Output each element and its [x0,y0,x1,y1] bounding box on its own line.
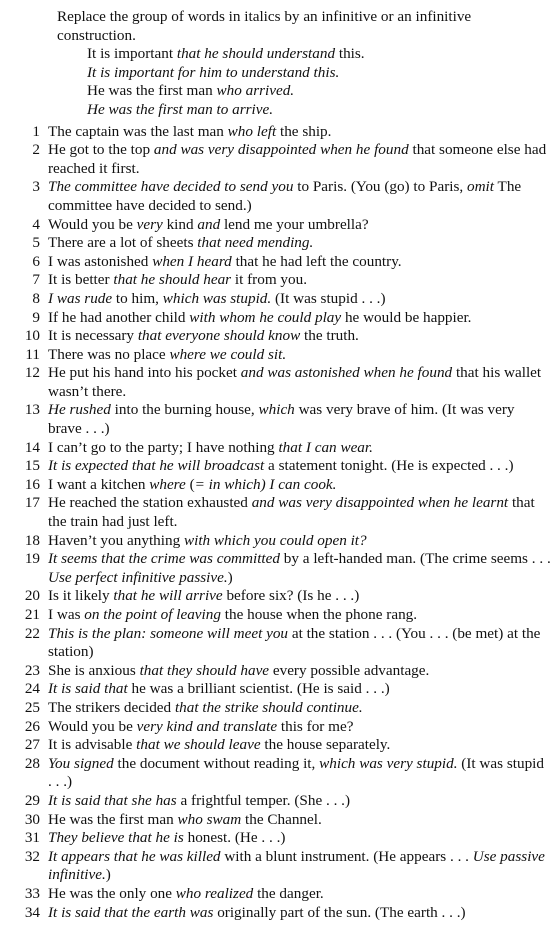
item-sentence [48,829,551,848]
item-number: 14 [24,438,40,456]
item-number: 11 [25,345,40,363]
example-sentences [87,45,551,119]
item-sentence [48,346,551,365]
exercise-item [10,234,551,253]
exercise-item [10,253,551,272]
text-segment: the house when the phone rang. [220,606,418,623]
exercise-item [10,885,551,904]
text-segment: He got to the top [48,141,154,159]
italic-segment: which was stupid. [162,289,272,307]
italic-segment: It is said that she has [48,791,177,809]
italic-segment: This is the plan: someone will meet you [48,624,289,642]
exercise-item [10,290,551,309]
exercise-item [10,755,551,792]
italic-segment: and was astonished when he found [240,364,453,382]
text-segment: If he had another child [48,308,190,326]
italic-segment: and [197,215,221,233]
item-sentence [48,550,551,587]
item-sentence [48,364,551,401]
text-segment: Would you be [48,215,137,233]
item-sentence [48,216,551,235]
item-number: 16 [24,475,40,493]
item-number: 25 [24,698,40,716]
text-segment: He was the first man [87,82,217,100]
italic-segment: who swam [177,810,242,828]
item-number: 7 [32,271,40,289]
text-segment: The committee have decided to send.) [48,178,522,214]
italic-segment: with whom he could play [189,308,342,326]
text-segment: kind [162,215,198,233]
italic-segment: = in which) I can cook. [194,475,337,493]
text-segment: The captain was the last man [48,122,228,140]
item-number: 6 [32,252,40,270]
item-number: 15 [24,457,40,475]
item-number: 30 [24,810,40,828]
italic-segment: I was rude [48,289,113,307]
exercise-item [10,662,551,681]
example-line [87,101,551,120]
text-segment: at the station . . . (You . . . (be met) at the station) [48,624,541,661]
item-number: 18 [24,531,40,549]
text-segment: He put his hand into his pocket [48,364,241,382]
exercise-item [10,476,551,495]
italic-segment: that he will arrive [113,587,223,605]
italic-segment: They believe that he is [48,829,184,847]
italic-segment: It is expected that he will broadcast [48,457,265,475]
exercise-item [10,904,551,923]
italic-segment: very [136,215,163,233]
text-segment: There was no place [48,345,170,363]
item-sentence [48,625,551,662]
exercise-item [10,699,551,718]
italic-segment: that they should have [139,661,270,679]
italic-segment: He rushed [48,401,111,419]
item-number: 31 [24,829,40,847]
item-number: 1 [32,122,40,140]
exercise-item [10,346,551,365]
italic-segment: It is important for him to understand this. [87,63,340,81]
item-sentence [48,680,551,699]
item-sentence [48,904,551,923]
text-segment: he was a brilliant scientist. (He is said . . .) [127,680,390,698]
text-segment: It is better [48,271,114,289]
text-segment: It is important [87,45,177,63]
italic-segment: which [258,401,295,419]
item-number: 22 [24,624,40,642]
text-segment: the Channel. [241,810,322,828]
italic-segment: when I heard [152,252,232,270]
text-segment: it from you. [231,271,308,289]
italic-segment: He was the first man to arrive. [87,100,274,118]
item-sentence [48,141,551,178]
text-segment: the ship. [276,122,332,140]
item-number: 29 [24,791,40,809]
text-segment: (It was stupid . . .) [271,289,386,307]
italic-segment: and was very disappointed when he learnt [251,494,509,512]
exercise-item [10,736,551,755]
exercise-instructions [57,8,551,120]
exercise-item [10,216,551,235]
item-sentence [48,123,551,142]
text-segment: She is anxious [48,661,140,679]
item-sentence [48,290,551,309]
italic-segment: that he should hear [113,271,232,289]
item-sentence [48,439,551,458]
item-number: 8 [32,289,40,307]
text-segment: he would be happier. [341,308,472,326]
exercise-item [10,811,551,830]
text-segment: There are a lot of sheets [48,234,198,252]
text-segment: by a left-handed man. (The crime seems . . . [280,550,551,568]
example-line [87,45,551,64]
item-number: 2 [32,141,40,159]
italic-segment: very kind and translate [136,717,278,735]
text-segment: that he had left the country. [231,252,402,270]
exercise-item [10,178,551,215]
italic-segment: The committee have decided to send you [48,178,294,196]
text-segment: originally part of the sun. (The earth . . .) [213,903,466,921]
item-number: 12 [24,364,40,382]
exercise-list [10,123,551,923]
item-number: 19 [24,550,40,568]
item-sentence [48,253,551,272]
item-sentence [48,476,551,495]
exercise-item [10,494,551,531]
item-sentence [48,234,551,253]
italic-segment: that the strike should continue. [174,698,363,716]
item-sentence [48,792,551,811]
example-line [87,82,551,101]
exercise-item [10,550,551,587]
text-segment: to Paris. (You (go) to Paris, [293,178,467,196]
exercise-item [10,439,551,458]
exercise-item [10,327,551,346]
text-segment: every possible advantage. [269,661,430,679]
text-segment: It is necessary [48,327,138,345]
exercise-item [10,829,551,848]
text-segment: into the burning house, [110,401,259,419]
text-segment: I was [48,606,85,623]
text-segment: I want a kitchen [48,475,150,493]
text-segment: to him, [112,289,163,307]
text-segment: I can’t go to the party; I have nothing [48,438,279,456]
exercise-item [10,364,551,401]
instruction-text: Replace the group of words in italics by an infinitive or an infinitive construction. [57,8,472,44]
text-segment: with a blunt instrument. (He appears . . . [220,847,473,865]
item-sentence [48,178,551,215]
text-segment: It is advisable [48,736,137,754]
italic-segment: Use passive infinitive. [48,847,545,884]
exercise-item [10,309,551,328]
italic-segment: omit [467,178,495,196]
text-segment: Is it likely [48,587,114,605]
item-sentence [48,271,551,290]
italic-segment: that need mending. [197,234,314,252]
item-number: 28 [24,754,40,772]
text-segment: He reached the station exhausted [48,494,252,512]
text-segment: that someone else had reached it first. [48,141,547,177]
item-number: 24 [24,680,40,698]
item-sentence [48,885,551,904]
exercise-item [10,141,551,178]
text-segment: the danger. [253,884,324,902]
text-segment: this. [335,45,365,63]
text-segment: (It was stupid . . .) [48,754,544,791]
italic-segment: who arrived. [216,82,295,100]
text-segment: He was the only one [48,884,176,902]
item-number: 3 [32,178,40,196]
item-number: 9 [32,308,40,326]
exercise-item [10,718,551,737]
exercise-item [10,606,551,625]
text-segment: ) [105,866,111,884]
item-sentence [48,848,551,885]
item-number: 4 [32,215,40,233]
text-segment: a statement tonight. (He is expected . . .) [264,457,514,475]
exercise-item [10,792,551,811]
italic-segment: with which you could open it? [183,531,367,549]
italic-segment: that I can wear. [278,438,373,456]
text-segment: I was astonished [48,252,153,270]
italic-segment: You signed [48,754,114,772]
item-sentence [48,401,551,438]
exercise-item [10,625,551,662]
item-sentence [48,699,551,718]
item-sentence [48,662,551,681]
text-segment: honest. (He . . .) [183,829,286,847]
italic-segment: that we should leave [136,736,261,754]
italic-segment: who left [227,122,277,140]
italic-segment: that everyone should know [137,327,301,345]
text-segment: He was the first man [48,810,178,828]
item-number: 5 [32,234,40,252]
example-line [87,64,551,83]
italic-segment: It is said that the earth was [48,903,214,921]
item-sentence [48,327,551,346]
text-segment: was very brave of him. (It was very brave . . .) [48,401,515,438]
item-sentence [48,494,551,531]
text-segment: a frightful temper. (She . . .) [176,791,351,809]
text-segment: The strikers decided [48,698,175,716]
item-sentence [48,755,551,792]
text-segment: before six? (Is he . . .) [222,587,360,605]
text-segment: that his wallet wasn’t there. [48,364,542,400]
item-sentence [48,309,551,328]
item-number: 21 [24,606,40,623]
italic-segment: Use perfect infinitive passive. [48,568,228,586]
text-segment: that the train had just left. [48,494,535,531]
item-number: 23 [24,661,40,679]
exercise-item [10,532,551,551]
italic-segment: and was very disappointed when he found [153,141,409,159]
item-sentence [48,457,551,476]
text-segment: lend me your umbrella? [220,215,369,233]
italic-segment: who realized [175,884,254,902]
text-segment: ) [227,568,233,586]
item-sentence [48,718,551,737]
text-segment: the house separately. [260,736,391,754]
exercise-item [10,848,551,885]
italic-segment: that he should understand [176,45,336,63]
item-number: 32 [24,847,40,865]
italic-segment: on the point of leaving [84,606,221,623]
item-number: 26 [24,717,40,735]
italic-segment: which was very stupid. [319,754,458,772]
exercise-item [10,271,551,290]
text-segment: the truth. [300,327,359,345]
item-number: 33 [24,884,40,902]
text-segment: the document without reading it, [113,754,320,772]
italic-segment: It is said that [48,680,128,698]
exercise-item [10,123,551,142]
item-sentence [48,606,551,625]
item-number: 20 [24,587,40,605]
exercise-item [10,587,551,606]
item-number: 27 [24,736,40,754]
item-sentence [48,736,551,755]
item-sentence [48,811,551,830]
item-number: 13 [24,401,40,419]
italic-segment: It seems that the crime was committed [48,550,280,568]
item-number: 17 [24,494,40,512]
text-segment: this for me? [277,717,354,735]
item-sentence [48,587,551,606]
item-number: 10 [24,327,40,345]
italic-segment: where we could sit. [169,345,287,363]
exercise-item [10,680,551,699]
italic-segment: It appears that he was killed [48,847,221,865]
exercise-item [10,401,551,438]
italic-segment: where [149,475,186,493]
text-segment: ( [185,475,195,493]
text-segment: Haven’t you anything [48,531,184,549]
exercise-item [10,457,551,476]
item-number: 34 [24,903,40,921]
item-sentence [48,532,551,551]
text-segment: Would you be [48,717,137,735]
